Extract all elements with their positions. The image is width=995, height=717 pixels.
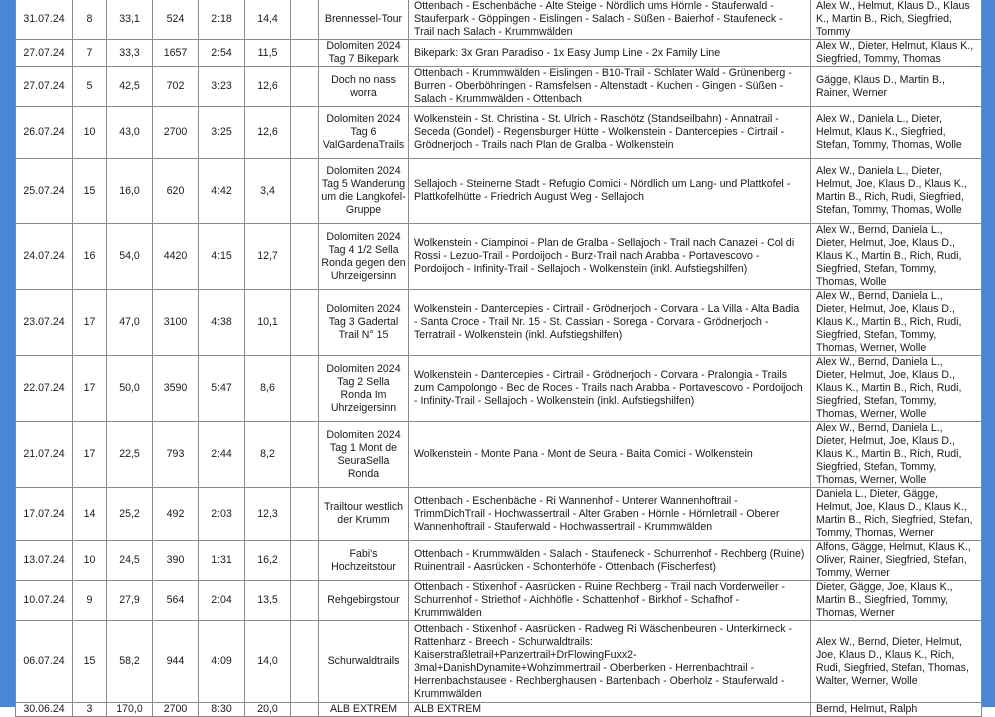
date-cell: 27.07.24 <box>16 40 73 67</box>
duration-cell: 3:25 <box>199 107 245 159</box>
elevation-cell: 702 <box>153 67 199 107</box>
table-row <box>16 541 982 581</box>
tour-title-cell: Dolomiten 2024 Tag 7 Bikepark <box>319 40 409 67</box>
duration-cell: 4:42 <box>199 159 245 224</box>
tour-title-cell: Dolomiten 2024 Tag 1 Mont de SeuraSella Ronda <box>319 422 409 488</box>
participants-count-cell: 8 <box>73 0 107 40</box>
route-cell: Wolkenstein - St. Christina - St. Ulrich - Raschötz (Standseilbahn) - Annatrail - Seceda (Gondel) - Regensburger Hütte - Wolkenstein - Dantercepies - Cirtrail - Grödnerjoch - Trails nach Plan de Gralba - Wolkenstein <box>409 107 811 159</box>
participants-count-cell: 17 <box>73 290 107 356</box>
elevation-cell: 3590 <box>153 356 199 422</box>
distance-km-cell: 43,0 <box>107 107 153 159</box>
avg-speed-cell: 8,6 <box>245 356 291 422</box>
elevation-cell: 4420 <box>153 224 199 290</box>
empty-cell <box>291 290 319 356</box>
route-cell: Wolkenstein - Dantercepies - Cirtrail - Grödnerjoch - Corvara - La Villa - Alta Badia - Santa Croce - Trail Nr. 15 - St. Cassian - Sorega - Corvara - Grödnerjoch - Terratrail - Wolkenstein (inkl. Aufstiegshilfen) <box>409 290 811 356</box>
avg-speed-cell: 13,5 <box>245 581 291 621</box>
participants-count-cell: 15 <box>73 159 107 224</box>
tour-title-cell: Dolomiten 2024 Tag 2 Sella Ronda Im Uhrzeigersinn <box>319 356 409 422</box>
empty-cell <box>291 107 319 159</box>
tour-title-cell: ALB EXTREM <box>319 703 409 717</box>
date-cell: 17.07.24 <box>16 488 73 541</box>
tour-title-cell: Rehgebirgstour <box>319 581 409 621</box>
avg-speed-cell: 16,2 <box>245 541 291 581</box>
avg-speed-cell: 3,4 <box>245 159 291 224</box>
riders-cell: Gägge, Klaus D., Martin B., Rainer, Werner <box>811 67 982 107</box>
riders-cell: Bernd, Helmut, Ralph <box>811 703 982 717</box>
distance-km-cell: 170,0 <box>107 703 153 717</box>
distance-km-cell: 54,0 <box>107 224 153 290</box>
route-cell: Wolkenstein - Dantercepies - Cirtrail - Grödnerjoch - Corvara - Pralongia - Trails zum Campolongo - Bec de Roces - Trails nach Arabba - Portavescovo - Pordoijoch - Infinity-Trail - Sellajoch - Wolkenstein (inkl. Aufstiegshilfen) <box>409 356 811 422</box>
table-row <box>16 224 982 290</box>
avg-speed-cell: 14,4 <box>245 0 291 40</box>
riders-cell: Daniela L., Dieter, Gägge, Helmut, Joe, Klaus D., Klaus K., Martin B., Rich, Siegfried, Stefan, Tommy, Thomas, Werner <box>811 488 982 541</box>
participants-count-cell: 5 <box>73 67 107 107</box>
empty-cell <box>291 40 319 67</box>
participants-count-cell: 15 <box>73 621 107 703</box>
distance-km-cell: 24,5 <box>107 541 153 581</box>
route-cell: Ottenbach - Eschenbäche - Ri Wannenhof - Unterer Wannenhoftrail - TrimmDichTrail - Hochwassertrail - Alter Graben - Hörnle - Hörnletrail - Oberer Wannenhoftrail - Stauferwald - Hochwassertrail - Krummwälden <box>409 488 811 541</box>
route-cell: Bikepark: 3x Gran Paradiso - 1x Easy Jump Line - 2x Family Line <box>409 40 811 67</box>
participants-count-cell: 10 <box>73 541 107 581</box>
duration-cell: 2:18 <box>199 0 245 40</box>
empty-cell <box>291 703 319 717</box>
avg-speed-cell: 12,6 <box>245 67 291 107</box>
duration-cell: 1:31 <box>199 541 245 581</box>
participants-count-cell: 17 <box>73 422 107 488</box>
riders-cell: Alex W., Daniela L., Dieter, Helmut, Joe, Klaus D., Klaus K., Martin B., Rich, Rudi, Siegfried, Stefan, Tommy, Thomas, Wolle <box>811 159 982 224</box>
distance-km-cell: 33,3 <box>107 40 153 67</box>
avg-speed-cell: 11,5 <box>245 40 291 67</box>
date-cell: 26.07.24 <box>16 107 73 159</box>
riders-cell: Alex W., Bernd, Daniela L., Dieter, Helmut, Joe, Klaus D., Klaus K., Martin B., Rich, Rudi, Siegfried, Stefan, Tommy, Thomas, Werner, Wolle <box>811 422 982 488</box>
distance-km-cell: 42,5 <box>107 67 153 107</box>
right-accent-bar <box>981 0 995 707</box>
distance-km-cell: 33,1 <box>107 0 153 40</box>
empty-cell <box>291 422 319 488</box>
avg-speed-cell: 20,0 <box>245 703 291 717</box>
route-cell: Ottenbach - Stixenhof - Aasrücken - Ruine Rechberg - Trail nach Vorderweiler - Schurrenhof - Striethof - Aichhöfle - Schattenhof - Birkhof - Schafhof - Krummwälden <box>409 581 811 621</box>
elevation-cell: 2700 <box>153 703 199 717</box>
duration-cell: 4:15 <box>199 224 245 290</box>
route-cell: Sellajoch - Steinerne Stadt - Refugio Comici - Nördlich um Lang- und Plattkofel - Plattkofelhütte - Friedrich August Weg - Sellajoch <box>409 159 811 224</box>
elevation-cell: 1657 <box>153 40 199 67</box>
empty-cell <box>291 67 319 107</box>
empty-cell <box>291 224 319 290</box>
duration-cell: 8:30 <box>199 703 245 717</box>
table-row <box>16 488 982 541</box>
duration-cell: 2:44 <box>199 422 245 488</box>
participants-count-cell: 16 <box>73 224 107 290</box>
tour-title-cell: Trailtour westlich der Krumm <box>319 488 409 541</box>
riders-cell: Alex W., Dieter, Helmut, Klaus K., Siegfried, Tommy, Thomas <box>811 40 982 67</box>
route-cell: Ottenbach - Stixenhof - Aasrücken - Radweg Ri Wäschenbeuren - Unterkirneck - Rattenharz - Breech - Schurwaldtrails: Kaiserstraßletrail+Panzertrail+DrFlowingFuxx2-3mal+DanishDynamite+Wohzimmertrail - Oberberken - Herrenbachtrail - Herrenbachstausee - Rechberghausen - Bartenbach - Oberholz - Stauferwald - Krummwälden <box>409 621 811 703</box>
avg-speed-cell: 8,2 <box>245 422 291 488</box>
duration-cell: 3:23 <box>199 67 245 107</box>
elevation-cell: 2700 <box>153 107 199 159</box>
elevation-cell: 944 <box>153 621 199 703</box>
distance-km-cell: 58,2 <box>107 621 153 703</box>
distance-km-cell: 25,2 <box>107 488 153 541</box>
participants-count-cell: 10 <box>73 107 107 159</box>
route-cell: Ottenbach - Krummwälden - Eislingen - B10-Trail - Schlater Wald - Grünenberg - Burren - Oberböhringen - Ramsfelsen - Altenstadt - Kuchen - Gingen - Süßen - Salach - Krummwälden - Ottenbach <box>409 67 811 107</box>
table-row <box>16 581 982 621</box>
participants-count-cell: 7 <box>73 40 107 67</box>
riders-cell: Alex W., Bernd, Daniela L., Dieter, Helmut, Joe, Klaus D., Klaus K., Martin B., Rich, Rudi, Siegfried, Stefan, Tommy, Thomas, Wolle <box>811 224 982 290</box>
duration-cell: 2:54 <box>199 40 245 67</box>
participants-count-cell: 17 <box>73 356 107 422</box>
route-cell: ALB EXTREM <box>409 703 811 717</box>
tour-title-cell: Dolomiten 2024 Tag 6 ValGardenaTrails <box>319 107 409 159</box>
date-cell: 31.07.24 <box>16 0 73 40</box>
distance-km-cell: 22,5 <box>107 422 153 488</box>
date-cell: 06.07.24 <box>16 621 73 703</box>
participants-count-cell: 3 <box>73 703 107 717</box>
empty-cell <box>291 581 319 621</box>
tour-title-cell: Fabi's Hochzeitstour <box>319 541 409 581</box>
duration-cell: 2:03 <box>199 488 245 541</box>
route-cell: Ottenbach - Krummwälden - Salach - Staufeneck - Schurrenhof - Rechberg (Ruine) Ruinentrail - Aasrücken - Schonterhöfe - Ottenbach (Fischerfest) <box>409 541 811 581</box>
riders-cell: Alex W., Helmut, Klaus D., Klaus K., Martin B., Rich, Siegfried, Tommy <box>811 0 982 40</box>
date-cell: 13.07.24 <box>16 541 73 581</box>
elevation-cell: 3100 <box>153 290 199 356</box>
riders-cell: Alex W., Bernd, Daniela L., Dieter, Helmut, Joe, Klaus D., Klaus K., Martin B., Rich, Rudi, Siegfried, Stefan, Tommy, Thomas, Werner, Wolle <box>811 356 982 422</box>
table-row <box>16 290 982 356</box>
riders-cell: Alex W., Daniela L., Dieter, Helmut, Klaus K., Siegfried, Stefan, Tommy, Thomas, Wolle <box>811 107 982 159</box>
elevation-cell: 492 <box>153 488 199 541</box>
date-cell: 23.07.24 <box>16 290 73 356</box>
empty-cell <box>291 488 319 541</box>
table-row <box>16 107 982 159</box>
empty-cell <box>291 621 319 703</box>
date-cell: 10.07.24 <box>16 581 73 621</box>
elevation-cell: 620 <box>153 159 199 224</box>
avg-speed-cell: 14,0 <box>245 621 291 703</box>
avg-speed-cell: 10,1 <box>245 290 291 356</box>
date-cell: 27.07.24 <box>16 67 73 107</box>
distance-km-cell: 50,0 <box>107 356 153 422</box>
elevation-cell: 793 <box>153 422 199 488</box>
table-row <box>16 422 982 488</box>
table-row <box>16 159 982 224</box>
participants-count-cell: 9 <box>73 581 107 621</box>
duration-cell: 2:04 <box>199 581 245 621</box>
empty-cell <box>291 356 319 422</box>
table-row <box>16 40 982 67</box>
route-cell: Ottenbach - Eschenbäche - Alte Steige - Nördlich ums Hörnle - Stauferwald - Stauferpark - Göppingen - Eislingen - Salach - Süßen - Baierhof - Staufeneck - Trail nach Salach - Krummwälden <box>409 0 811 40</box>
route-cell: Wolkenstein - Ciampinoi - Plan de Gralba - Sellajoch - Trail nach Canazei - Col di Rossi - Lezuo-Trail - Pordoijoch - Burz-Trail nach Arabba - Portavescovo - Pordoijoch - Infinity-Trail - Sellajoch - Wolkenstein (inkl. Aufstiegshilfen) <box>409 224 811 290</box>
empty-cell <box>291 0 319 40</box>
table-row <box>16 703 982 717</box>
duration-cell: 5:47 <box>199 356 245 422</box>
date-cell: 22.07.24 <box>16 356 73 422</box>
tour-title-cell: Doch no nass worra <box>319 67 409 107</box>
distance-km-cell: 27,9 <box>107 581 153 621</box>
avg-speed-cell: 12,7 <box>245 224 291 290</box>
tour-title-cell: Dolomiten 2024 Tag 4 1/2 Sella Ronda gegen den Uhrzeigersinn <box>319 224 409 290</box>
riders-cell: Alex W., Bernd, Dieter, Helmut, Joe, Klaus D., Klaus K., Rich, Rudi, Siegfried, Stefan, Thomas, Walter, Werner, Wolle <box>811 621 982 703</box>
avg-speed-cell: 12,3 <box>245 488 291 541</box>
date-cell: 30.06.24 <box>16 703 73 717</box>
riders-cell: Dieter, Gägge, Joe, Klaus K., Martin B., Siegfried, Tommy, Thomas, Werner <box>811 581 982 621</box>
date-cell: 21.07.24 <box>16 422 73 488</box>
tour-log-table <box>15 0 982 717</box>
date-cell: 25.07.24 <box>16 159 73 224</box>
table-row <box>16 356 982 422</box>
tour-title-cell: Dolomiten 2024 Tag 5 Wanderung um die Langkofel-Gruppe <box>319 159 409 224</box>
tour-title-cell: Schurwaldtrails <box>319 621 409 703</box>
duration-cell: 4:09 <box>199 621 245 703</box>
table-row <box>16 67 982 107</box>
distance-km-cell: 16,0 <box>107 159 153 224</box>
riders-cell: Alex W., Bernd, Daniela L., Dieter, Helmut, Joe, Klaus D., Klaus K., Martin B., Rich, Rudi, Siegfried, Stefan, Tommy, Thomas, Werner, Wolle <box>811 290 982 356</box>
left-accent-bar <box>0 0 15 707</box>
tour-title-cell: Brennessel-Tour <box>319 0 409 40</box>
riders-cell: Alfons, Gägge, Helmut, Klaus K., Oliver, Rainer, Siegfried, Stefan, Tommy, Werner <box>811 541 982 581</box>
empty-cell <box>291 159 319 224</box>
table-row <box>16 0 982 40</box>
elevation-cell: 564 <box>153 581 199 621</box>
elevation-cell: 390 <box>153 541 199 581</box>
participants-count-cell: 14 <box>73 488 107 541</box>
distance-km-cell: 47,0 <box>107 290 153 356</box>
duration-cell: 4:38 <box>199 290 245 356</box>
elevation-cell: 524 <box>153 0 199 40</box>
date-cell: 24.07.24 <box>16 224 73 290</box>
empty-cell <box>291 541 319 581</box>
avg-speed-cell: 12,6 <box>245 107 291 159</box>
tour-title-cell: Dolomiten 2024 Tag 3 Gadertal Trail N° 15 <box>319 290 409 356</box>
route-cell: Wolkenstein - Monte Pana - Mont de Seura - Baita Comici - Wolkenstein <box>409 422 811 488</box>
table-row <box>16 621 982 703</box>
